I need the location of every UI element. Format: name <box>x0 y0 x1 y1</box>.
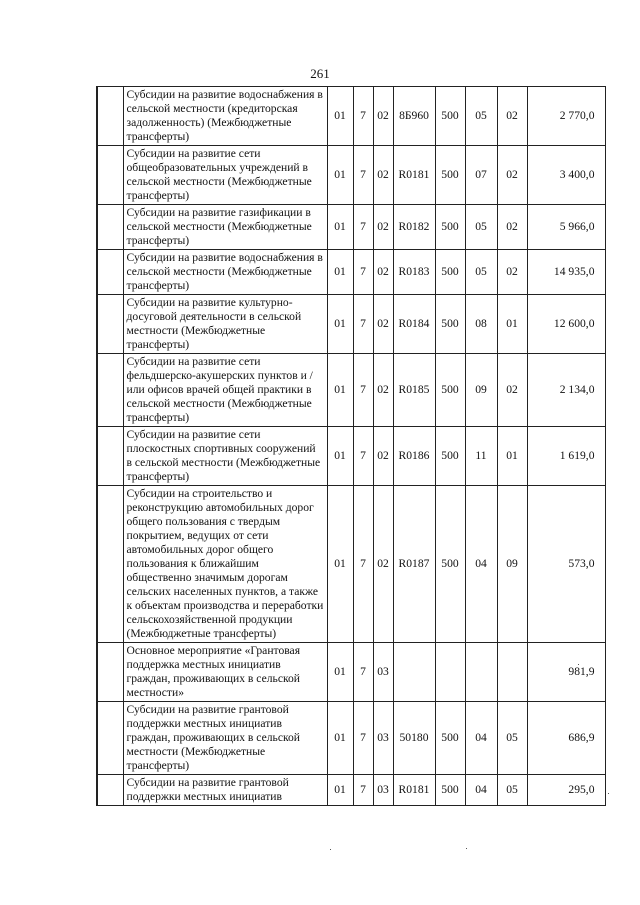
table-row <box>97 427 605 486</box>
row-number-cell <box>97 146 123 205</box>
subprogram-code-cell: 7 <box>353 250 373 295</box>
expense-name-cell: Субсидии на развитие водоснабжения в сельской местности (кредиторская задолженность) (Межбюджетные трансферты) <box>123 87 327 146</box>
expense-name-cell: Основное мероприятие «Грантовая поддержка местных инициатив граждан, проживающих в сельской местности» <box>123 643 327 702</box>
program-code-cell: 01 <box>327 354 353 427</box>
section-cell <box>465 643 497 702</box>
scan-dot <box>330 849 331 850</box>
row-number-cell <box>97 87 123 146</box>
subprogram-code-cell: 7 <box>353 354 373 427</box>
section-cell: 09 <box>465 354 497 427</box>
event-code-cell: 02 <box>373 87 393 146</box>
row-number-cell <box>97 427 123 486</box>
subprogram-code-cell: 7 <box>353 87 373 146</box>
amount-cell: 12 600,0 <box>527 295 605 354</box>
direction-code-cell: R0181 <box>393 146 435 205</box>
table-row <box>97 486 605 643</box>
direction-code-cell: R0185 <box>393 354 435 427</box>
section-cell: 05 <box>465 87 497 146</box>
expense-type-cell: 500 <box>435 146 465 205</box>
row-number-cell <box>97 295 123 354</box>
expense-type-cell <box>435 643 465 702</box>
program-code-cell: 01 <box>327 295 353 354</box>
expense-type-cell: 500 <box>435 87 465 146</box>
row-number-cell <box>97 702 123 775</box>
row-number-cell <box>97 643 123 702</box>
amount-cell: 1 619,0 <box>527 427 605 486</box>
subsection-cell: 02 <box>497 146 527 205</box>
amount-cell: 2 134,0 <box>527 354 605 427</box>
subsection-cell: 01 <box>497 427 527 486</box>
section-cell: 11 <box>465 427 497 486</box>
event-code-cell: 03 <box>373 702 393 775</box>
program-code-cell: 01 <box>327 87 353 146</box>
scan-dot <box>466 848 467 849</box>
table-row <box>97 146 605 205</box>
subprogram-code-cell: 7 <box>353 427 373 486</box>
table-row <box>97 643 605 702</box>
scan-dot <box>608 793 609 794</box>
table-row <box>97 250 605 295</box>
program-code-cell: 01 <box>327 146 353 205</box>
row-number-cell <box>97 486 123 643</box>
expense-type-cell: 500 <box>435 354 465 427</box>
budget-table <box>96 86 606 806</box>
table-row <box>97 702 605 775</box>
subsection-cell: 05 <box>497 702 527 775</box>
subsection-cell: 01 <box>497 295 527 354</box>
expense-type-cell: 500 <box>435 295 465 354</box>
program-code-cell: 01 <box>327 702 353 775</box>
direction-code-cell: R0183 <box>393 250 435 295</box>
table-row <box>97 775 605 806</box>
expense-type-cell: 500 <box>435 205 465 250</box>
program-code-cell: 01 <box>327 643 353 702</box>
expense-name-cell: Субсидии на развитие сети фельдшерско-акушерских пунктов и /или офисов врачей общей практики в сельской местности (Межбюджетные трансферты) <box>123 354 327 427</box>
amount-cell: 573,0 <box>527 486 605 643</box>
event-code-cell: 02 <box>373 354 393 427</box>
direction-code-cell: 50180 <box>393 702 435 775</box>
expense-name-cell: Субсидии на развитие культурно-досуговой деятельности в сельской местности (Межбюджетные трансферты) <box>123 295 327 354</box>
expense-type-cell: 500 <box>435 486 465 643</box>
event-code-cell: 02 <box>373 486 393 643</box>
event-code-cell: 03 <box>373 643 393 702</box>
expense-name-cell: Субсидии на развитие грантовой поддержки местных инициатив граждан, проживающих в сельской местности (Межбюджетные трансферты) <box>123 702 327 775</box>
subprogram-code-cell: 7 <box>353 146 373 205</box>
event-code-cell: 02 <box>373 146 393 205</box>
amount-cell: 686,9 <box>527 702 605 775</box>
expense-type-cell: 500 <box>435 775 465 806</box>
expense-name-cell: Субсидии на развитие газификации в сельской местности (Межбюджетные трансферты) <box>123 205 327 250</box>
section-cell: 07 <box>465 146 497 205</box>
table-body <box>97 87 605 806</box>
direction-code-cell: 8Б960 <box>393 87 435 146</box>
subsection-cell: 05 <box>497 775 527 806</box>
program-code-cell: 01 <box>327 775 353 806</box>
direction-code-cell <box>393 643 435 702</box>
subprogram-code-cell: 7 <box>353 295 373 354</box>
row-number-cell <box>97 205 123 250</box>
subprogram-code-cell: 7 <box>353 702 373 775</box>
subsection-cell: 02 <box>497 87 527 146</box>
row-number-cell <box>97 250 123 295</box>
expense-name-cell: Субсидии на развитие сети общеобразовательных учреждений в сельской местности (Межбюджетные трансферты) <box>123 146 327 205</box>
expense-name-cell: Субсидии на развитие грантовой поддержки местных инициатив <box>123 775 327 806</box>
program-code-cell: 01 <box>327 486 353 643</box>
program-code-cell: 01 <box>327 205 353 250</box>
subprogram-code-cell: 7 <box>353 205 373 250</box>
subsection-cell <box>497 643 527 702</box>
scan-dot <box>578 664 579 665</box>
section-cell: 04 <box>465 775 497 806</box>
section-cell: 04 <box>465 702 497 775</box>
event-code-cell: 02 <box>373 250 393 295</box>
expense-name-cell: Субсидии на развитие сети плоскостных спортивных сооружений в сельской местности (Межбюджетные трансферты) <box>123 427 327 486</box>
table-row <box>97 295 605 354</box>
event-code-cell: 03 <box>373 775 393 806</box>
table-row <box>97 205 605 250</box>
program-code-cell: 01 <box>327 427 353 486</box>
expense-type-cell: 500 <box>435 702 465 775</box>
expense-name-cell: Субсидии на строительство и реконструкцию автомобильных дорог общего пользования с твердым покрытием, ведущих от сети автомобильных дорог общего пользования к ближайшим общественно значимым дорогам сельских населенных пунктов, а также к объектам производства и переработки сельскохозяйственной продукции (Межбюджетные трансферты) <box>123 486 327 643</box>
table-row <box>97 87 605 146</box>
subsection-cell: 02 <box>497 205 527 250</box>
page-number: 261 <box>310 66 330 81</box>
amount-cell: 3 400,0 <box>527 146 605 205</box>
subsection-cell: 02 <box>497 354 527 427</box>
section-cell: 05 <box>465 250 497 295</box>
subsection-cell: 09 <box>497 486 527 643</box>
section-cell: 08 <box>465 295 497 354</box>
expense-type-cell: 500 <box>435 250 465 295</box>
amount-cell: 981,9 <box>527 643 605 702</box>
section-cell: 05 <box>465 205 497 250</box>
table-row <box>97 354 605 427</box>
amount-cell: 295,0 <box>527 775 605 806</box>
expense-name-cell: Субсидии на развитие водоснабжения в сельской местности (Межбюджетные трансферты) <box>123 250 327 295</box>
row-number-cell <box>97 775 123 806</box>
event-code-cell: 02 <box>373 427 393 486</box>
row-number-cell <box>97 354 123 427</box>
event-code-cell: 02 <box>373 205 393 250</box>
direction-code-cell: R0186 <box>393 427 435 486</box>
program-code-cell: 01 <box>327 250 353 295</box>
event-code-cell: 02 <box>373 295 393 354</box>
subprogram-code-cell: 7 <box>353 643 373 702</box>
direction-code-cell: R0182 <box>393 205 435 250</box>
subsection-cell: 02 <box>497 250 527 295</box>
subprogram-code-cell: 7 <box>353 775 373 806</box>
amount-cell: 2 770,0 <box>527 87 605 146</box>
amount-cell: 5 966,0 <box>527 205 605 250</box>
subprogram-code-cell: 7 <box>353 486 373 643</box>
direction-code-cell: R0181 <box>393 775 435 806</box>
section-cell: 04 <box>465 486 497 643</box>
direction-code-cell: R0184 <box>393 295 435 354</box>
expense-type-cell: 500 <box>435 427 465 486</box>
direction-code-cell: R0187 <box>393 486 435 643</box>
amount-cell: 14 935,0 <box>527 250 605 295</box>
